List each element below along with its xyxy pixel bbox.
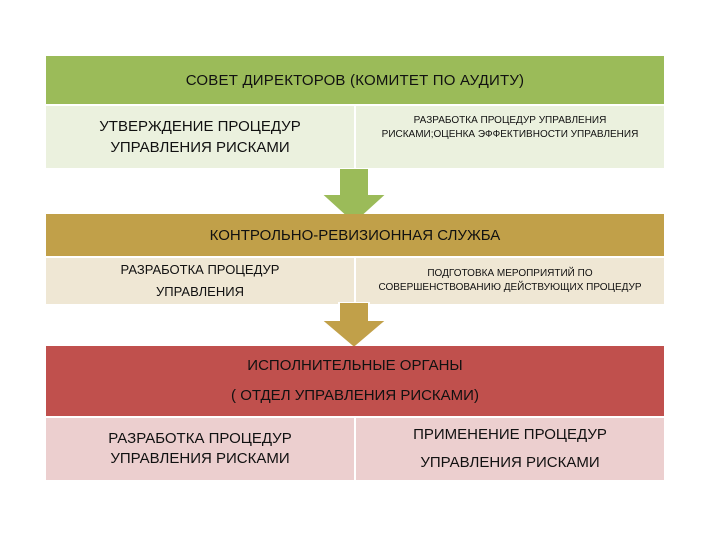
executive-right-line-1: ПРИМЕНЕНИЕ ПРОЦЕДУР xyxy=(413,426,607,443)
audit-left-cell xyxy=(46,256,354,304)
executive-block xyxy=(46,346,664,480)
audit-block xyxy=(46,214,664,304)
board-block xyxy=(46,56,664,168)
board-right-cell xyxy=(356,104,664,168)
board-title: СОВЕТ ДИРЕКТОРОВ (КОМИТЕТ ПО АУДИТУ) xyxy=(185,71,525,89)
executive-left-cell xyxy=(46,416,354,480)
audit-right-line-1: ПОДГОТОВКА МЕРОПРИЯТИЙ ПО xyxy=(427,268,593,279)
board-right-line-1: РАЗРАБОТКА ПРОЦЕДУР УПРАВЛЕНИЯ xyxy=(413,115,607,126)
audit-right-line-2: СОВЕРШЕНСТВОВАНИЮ ДЕЙСТВУЮЩИХ ПРОЦЕДУР xyxy=(378,282,642,293)
executive-title-line-1: ИСПОЛНИТЕЛЬНЫЕ ОРГАНЫ xyxy=(247,357,463,374)
audit-title: КОНТРОЛЬНО-РЕВИЗИОННАЯ СЛУЖБА xyxy=(209,226,501,244)
board-left-line-2: УПРАВЛЕНИЯ РИСКАМИ xyxy=(110,139,290,156)
executive-left-line-1: РАЗРАБОТКА ПРОЦЕДУР xyxy=(108,430,292,447)
executive-title-line-2: ( ОТДЕЛ УПРАВЛЕНИЯ РИСКАМИ) xyxy=(231,387,479,404)
board-left-cell xyxy=(46,104,354,168)
audit-left-line-2: УПРАВЛЕНИЯ xyxy=(156,284,244,299)
audit-right-cell xyxy=(356,256,664,304)
board-header xyxy=(46,56,664,104)
board-right-line-2: РИСКАМИ;ОЦЕНКА ЭФФЕКТИВНОСТИ УПРАВЛЕНИЯ xyxy=(381,129,639,140)
executive-right-line-2: УПРАВЛЕНИЯ РИСКАМИ xyxy=(420,454,600,471)
executive-header xyxy=(46,346,664,416)
audit-left-line-1: РАЗРАБОТКА ПРОЦЕДУР xyxy=(120,262,280,277)
board-left-line-1: УТВЕРЖДЕНИЕ ПРОЦЕДУР xyxy=(99,118,301,135)
executive-right-cell xyxy=(356,416,664,480)
audit-header xyxy=(46,214,664,256)
arrow-down-icon xyxy=(314,302,394,350)
executive-left-line-2: УПРАВЛЕНИЯ РИСКАМИ xyxy=(110,450,290,467)
